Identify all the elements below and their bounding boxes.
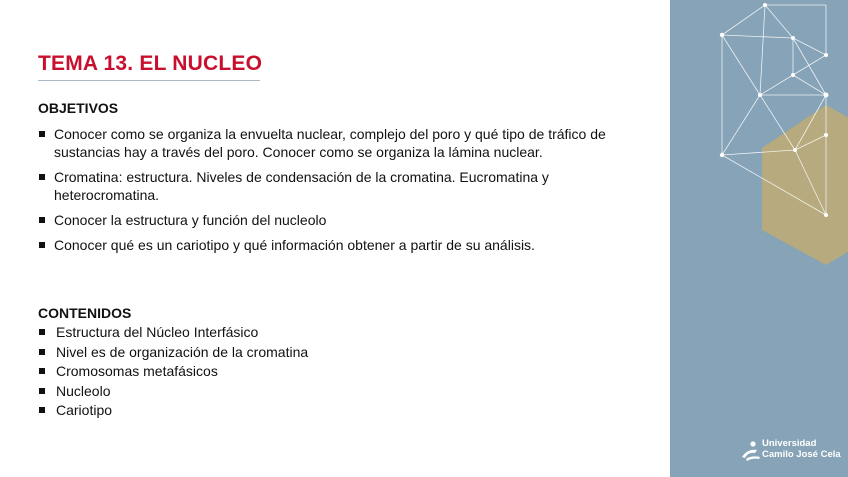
objetivos-heading: OBJETIVOS — [38, 100, 119, 116]
list-item — [38, 211, 638, 229]
title-underline — [38, 80, 260, 81]
list-item — [38, 401, 438, 421]
objetivos-list — [38, 125, 638, 254]
square-bullet-icon — [39, 242, 45, 248]
list-item — [38, 236, 638, 254]
contenidos-list — [38, 323, 438, 421]
university-logo-icon — [740, 440, 762, 462]
university-logo-text — [762, 439, 841, 460]
objetivo-text: Cromatina: estructura. Niveles de condensación de la cromatina. Eucromatina y heterocromatina. — [54, 169, 549, 203]
square-bullet-icon — [39, 407, 45, 413]
logo-line-1: Universidad — [762, 438, 817, 449]
contenido-text: Nivel es de organización de la cromatina — [56, 343, 309, 360]
slide-title: TEMA 13. EL NUCLEO — [38, 52, 263, 75]
contenido-text: Nucleolo — [56, 382, 111, 399]
list-item — [38, 168, 638, 204]
contenidos-heading: CONTENIDOS — [38, 305, 132, 321]
list-item — [38, 382, 438, 402]
list-item — [38, 362, 438, 382]
square-bullet-icon — [39, 349, 45, 355]
contenido-text: Cromosomas metafásicos — [56, 363, 218, 379]
objetivo-text: Conocer como se organiza la envuelta nuclear, complejo del poro y qué tipo de tráfico de sustancias hay a través del poro. Conocer como se organiza la lámina nuclear. — [54, 126, 606, 160]
square-bullet-icon — [39, 131, 45, 137]
molecular-network-graphic — [670, 0, 848, 477]
list-item — [38, 125, 638, 161]
objetivo-text: Conocer la estructura y función del nucleolo — [54, 212, 327, 228]
decorative-side-panel — [670, 0, 848, 477]
square-bullet-icon — [39, 217, 45, 223]
objetivo-text: Conocer qué es un cariotipo y qué información obtener a partir de su análisis. — [54, 237, 535, 253]
list-item — [38, 343, 438, 363]
contenido-text: Estructura del Núcleo Interfásico — [56, 324, 259, 340]
contenido-text: Cariotipo — [56, 402, 113, 418]
square-bullet-icon — [39, 329, 45, 335]
hexagon-shape — [762, 105, 848, 265]
square-bullet-icon — [39, 174, 45, 180]
logo-line-2: Camilo José Cela — [762, 448, 841, 460]
list-item — [38, 323, 438, 343]
square-bullet-icon — [39, 368, 45, 374]
square-bullet-icon — [39, 388, 45, 394]
